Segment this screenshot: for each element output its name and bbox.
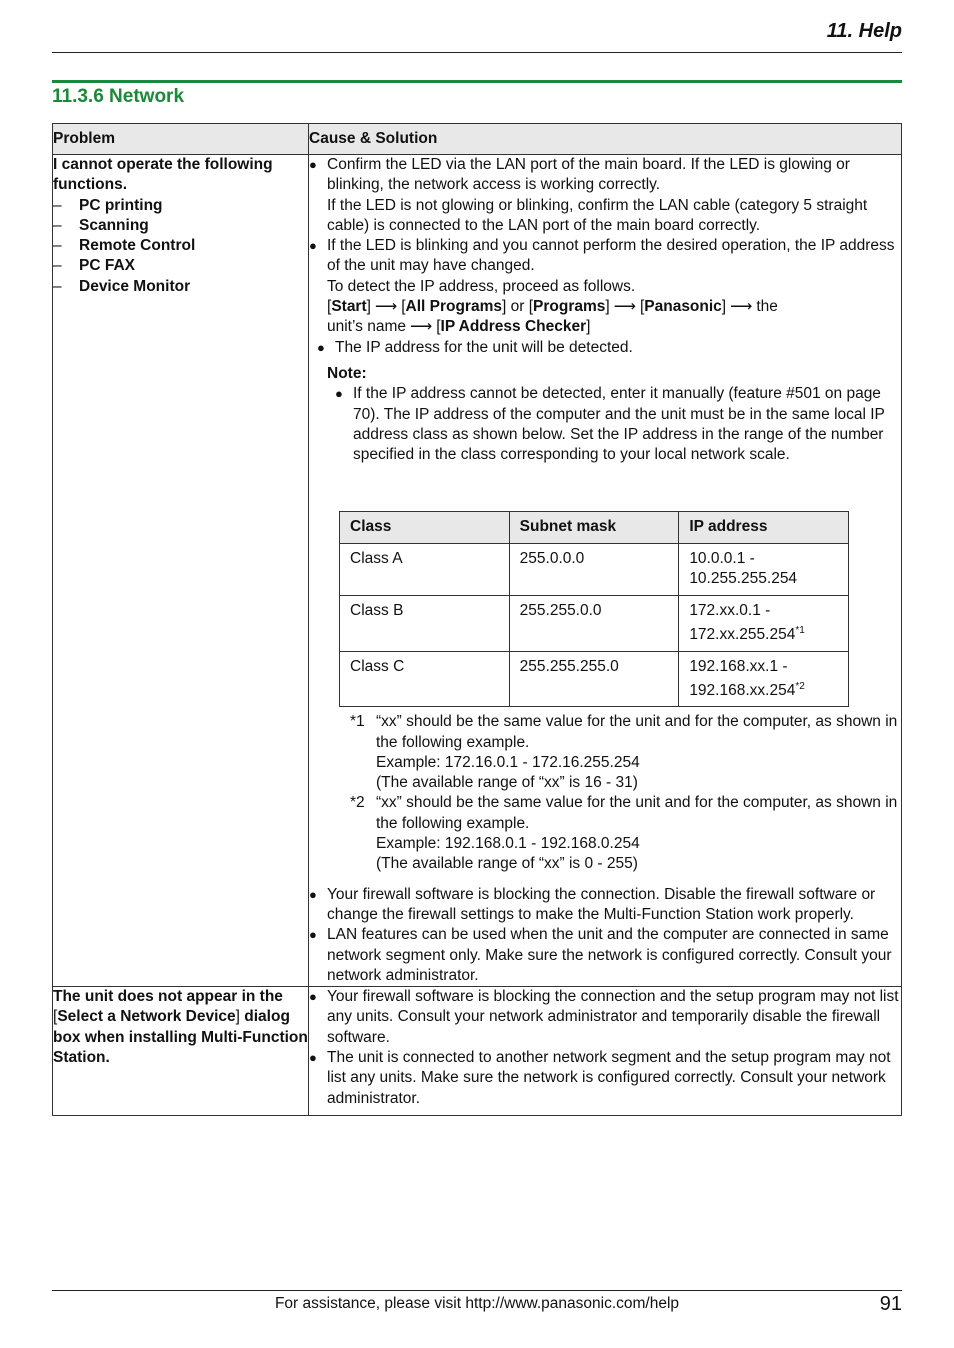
menu-start: Start — [331, 298, 367, 316]
problem-text: I cannot operate the following functions. — [53, 156, 273, 194]
bullet-icon: ● — [317, 339, 325, 355]
solution-text: If the LED is not glowing or blinking, confirm the LAN cable (category 5 straight cable) is connected to the LAN port of the main board correctly. — [327, 196, 868, 234]
list-item: – PC printing — [53, 196, 163, 214]
ip-column-class: Class — [340, 512, 510, 543]
bullet-icon: ● — [309, 157, 317, 172]
solution-list — [309, 155, 901, 465]
list-item — [309, 155, 901, 236]
table-row — [53, 987, 902, 1116]
footnote-example: Example: 172.16.0.1 - 172.16.255.254 — [376, 753, 640, 771]
nav-or: or — [510, 298, 525, 316]
list-item: – PC FAX — [53, 257, 135, 275]
footnote-text: “xx” should be the same value for the unit and for the computer, as shown in the following example. — [376, 713, 898, 751]
list-item — [309, 885, 901, 926]
footnote-ref: *1 — [795, 625, 805, 637]
solution-text: LAN features can be used when the unit and the computer are connected in same network segment only. Make sure the network is configured correctly. Consult your network administrator. — [327, 926, 892, 984]
function-name: Remote Control — [79, 237, 196, 255]
table-row — [53, 155, 902, 987]
nav-the: the — [756, 298, 778, 316]
bullet-icon: ● — [309, 989, 317, 1005]
ip-range — [679, 543, 849, 595]
ip-class: Class C — [340, 651, 510, 707]
function-name: Device Monitor — [79, 277, 191, 295]
problem-text: The unit does not appear in the — [53, 988, 283, 1006]
list-item — [309, 338, 901, 358]
menu-programs: Programs — [533, 298, 606, 316]
column-header-problem: Problem — [53, 124, 309, 155]
sub-list — [317, 338, 901, 358]
solution-list — [309, 987, 901, 1109]
solution-text: To detect the IP address, proceed as follows. — [327, 277, 636, 295]
footnote — [350, 793, 901, 874]
ip-range-end: 10.255.255.254 — [689, 570, 798, 588]
arrow-right-icon: ⟶ — [374, 298, 398, 316]
list-item — [309, 925, 901, 986]
solution-list — [309, 885, 901, 986]
navigation-path: [Start] ⟶ [All Programs] or [Programs] ⟶ [Panasonic] ⟶ the unit’s name ⟶ [IP Address Checker] — [327, 298, 778, 336]
list-item — [309, 987, 901, 1048]
footnotes — [350, 712, 901, 874]
footnote — [350, 712, 901, 793]
ip-subnet: 255.0.0.0 — [509, 543, 679, 595]
bullet-icon: ● — [309, 886, 317, 902]
solution-text: The unit is connected to another network segment and the setup program may not list any units. Make sure the network is configured correctly. Consult your network administrator. — [327, 1049, 891, 1107]
menu-panasonic: Panasonic — [644, 298, 722, 316]
chapter-title: 11. Help — [826, 20, 902, 42]
bullet-icon: ● — [309, 927, 317, 943]
footer-divider — [52, 1290, 902, 1291]
footnote-example: Example: 192.168.0.1 - 192.168.0.254 — [376, 835, 640, 853]
note-text: If the IP address cannot be detected, enter it manually (feature #501 on page 70). The IP address of the computer and the unit must be in the same local IP address class as shown below. Set the IP address in the range of the number specified in the class corresponding to your local network scale. — [353, 385, 885, 464]
function-name: PC FAX — [79, 257, 135, 275]
list-item — [309, 236, 901, 465]
section-title: 11.3.6 Network — [52, 86, 185, 107]
problem-text: dialog box when installing Multi-Function Station. — [53, 1008, 308, 1066]
function-name: Scanning — [79, 216, 149, 234]
table-row — [340, 543, 849, 595]
solution-text: Your firewall software is blocking the connection and the setup program may not list any units. Consult your network administrator and temporarily disable the firewall software. — [327, 988, 899, 1046]
solution-text: Confirm the LED via the LAN port of the main board. If the LED is glowing or blinking, the network access is working correctly. — [327, 156, 850, 194]
table-header-row — [53, 124, 902, 155]
footnote-ref: *2 — [795, 680, 805, 692]
ip-range-end: 192.168.xx.254 — [689, 681, 796, 699]
list-item: – Device Monitor — [53, 277, 191, 295]
ip-class: Class A — [340, 543, 510, 595]
arrow-right-icon: ⟶ — [409, 318, 433, 336]
arrow-right-icon: ⟶ — [730, 298, 753, 316]
ip-column-subnet: Subnet mask — [509, 512, 679, 543]
sub-text: The IP address for the unit will be detected. — [335, 338, 633, 356]
ip-class-table — [339, 511, 849, 707]
table-row — [340, 651, 849, 707]
list-item: – Remote Control — [53, 237, 196, 255]
footnote-text: “xx” should be the same value for the unit and for the computer, as shown in the following example. — [376, 794, 898, 832]
function-name: PC printing — [79, 196, 163, 214]
ip-table-header-row — [340, 512, 849, 543]
footer-help-text: For assistance, please visit http://www.panasonic.com/help — [274, 1295, 680, 1312]
footnote-range: (The available range of “xx” is 0 - 255) — [376, 855, 638, 873]
page-number: 91 — [879, 1293, 902, 1315]
note-list — [327, 384, 901, 465]
ip-range-end: 172.xx.255.254 — [689, 626, 796, 644]
ip-range-start: 192.168.xx.1 - — [689, 657, 788, 675]
ip-class: Class B — [340, 595, 510, 651]
footnote-mark: *1 — [350, 713, 365, 731]
ip-range — [679, 595, 849, 651]
troubleshooting-table — [52, 123, 902, 1116]
solution-cell — [309, 987, 902, 1116]
bullet-icon: ● — [309, 238, 317, 254]
problem-cell — [53, 155, 309, 987]
ip-range — [679, 651, 849, 707]
solution-text: Your firewall software is blocking the connection. Disable the firewall software or change the firewall settings to make the Multi-Function Station work properly. — [327, 885, 876, 923]
nav-units-name: unit’s name — [327, 318, 406, 336]
solution-cell — [309, 155, 902, 987]
solution-text: If the LED is blinking and you cannot perform the desired operation, the IP address of the unit may have changed. — [327, 237, 895, 275]
footnote-range: (The available range of “xx” is 16 - 31) — [376, 774, 638, 792]
ip-range-start: 10.0.0.1 - — [689, 549, 755, 567]
menu-ip-address-checker: IP Address Checker — [440, 318, 587, 336]
bullet-icon: ● — [309, 1050, 317, 1065]
footnote-mark: *2 — [350, 794, 365, 812]
table-row — [340, 595, 849, 651]
problem-cell: The unit does not appear in the [Select a Network Device] dialog box when installing Multi-Function Station. — [53, 987, 309, 1116]
header-divider — [52, 52, 902, 53]
section-divider — [52, 80, 902, 83]
ip-column-address: IP address — [679, 512, 849, 543]
dialog-name: Select a Network Device — [57, 1008, 236, 1026]
arrow-right-icon: ⟶ — [613, 298, 636, 316]
menu-all-programs: All Programs — [405, 298, 502, 316]
ip-range-start: 172.xx.0.1 - — [689, 601, 771, 619]
ip-subnet: 255.255.255.0 — [509, 651, 679, 707]
bullet-icon: ● — [335, 386, 343, 402]
column-header-solution: Cause & Solution — [309, 124, 902, 155]
note-label: Note: — [327, 364, 367, 382]
list-item — [327, 384, 901, 465]
ip-subnet: 255.255.0.0 — [509, 595, 679, 651]
function-list — [53, 196, 308, 297]
list-item — [309, 1048, 901, 1109]
list-item: – Scanning — [53, 216, 149, 234]
